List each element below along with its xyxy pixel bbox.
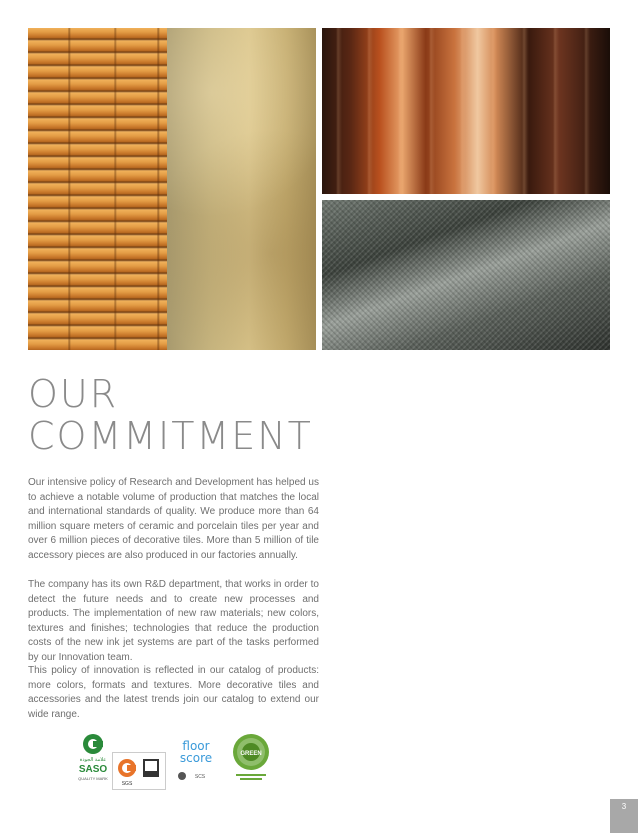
saso-name: SASO (78, 764, 108, 775)
floorscore-caption: SCS (194, 774, 206, 780)
floorscore-line-2: score (179, 751, 213, 765)
green-seal-logo (228, 732, 274, 782)
bamboo-photo (28, 28, 167, 350)
body-paragraph-2: The company has its own R&D department, that works in order to detect the future needs and to create new processes and products. The implementation of new raw materials; new colors, textures and finishes; technologies that reduce the production costs of the new ink jet systems are part of the tasks performed by our Innovation team. (28, 579, 319, 663)
mesh-photo (322, 200, 610, 350)
page-number: 3 (610, 799, 638, 833)
body-paragraph-1: Our intensive policy of Research and Development has helped us to achieve a notable volume of production that matches the local and international standards of quality. We produce more than 64 million square meters of ceramic and porcelain tiles per year and over 6 million pieces of decorative tiles. More than 5 million of tile accessory pieces are also produced in our factories annually. (28, 477, 319, 561)
page-title-line-2: COMMITMENT (28, 414, 313, 458)
saso-arabic-label: علامة الجودة (79, 757, 107, 763)
floorscore-line-1: floor (182, 739, 210, 753)
iso-sgs-label: SGS (121, 781, 133, 787)
saso-caption: QUALITY MARK (78, 776, 108, 781)
saso-quality-mark-logo (76, 732, 110, 788)
floorscore-logo (172, 736, 220, 786)
page-title-line-1: OUR (28, 372, 119, 416)
abstract-photo (322, 28, 610, 194)
body-paragraph-3: This policy of innovation is reflected in our catalog of products: more colors, formats and textures. More decorative tiles and accessories and the latest trends join our catalog to extend our wide range. (28, 665, 319, 720)
green-seal-label: GREEN (240, 751, 262, 757)
iso-certification-logo (112, 752, 166, 790)
plaster-photo (167, 28, 316, 350)
